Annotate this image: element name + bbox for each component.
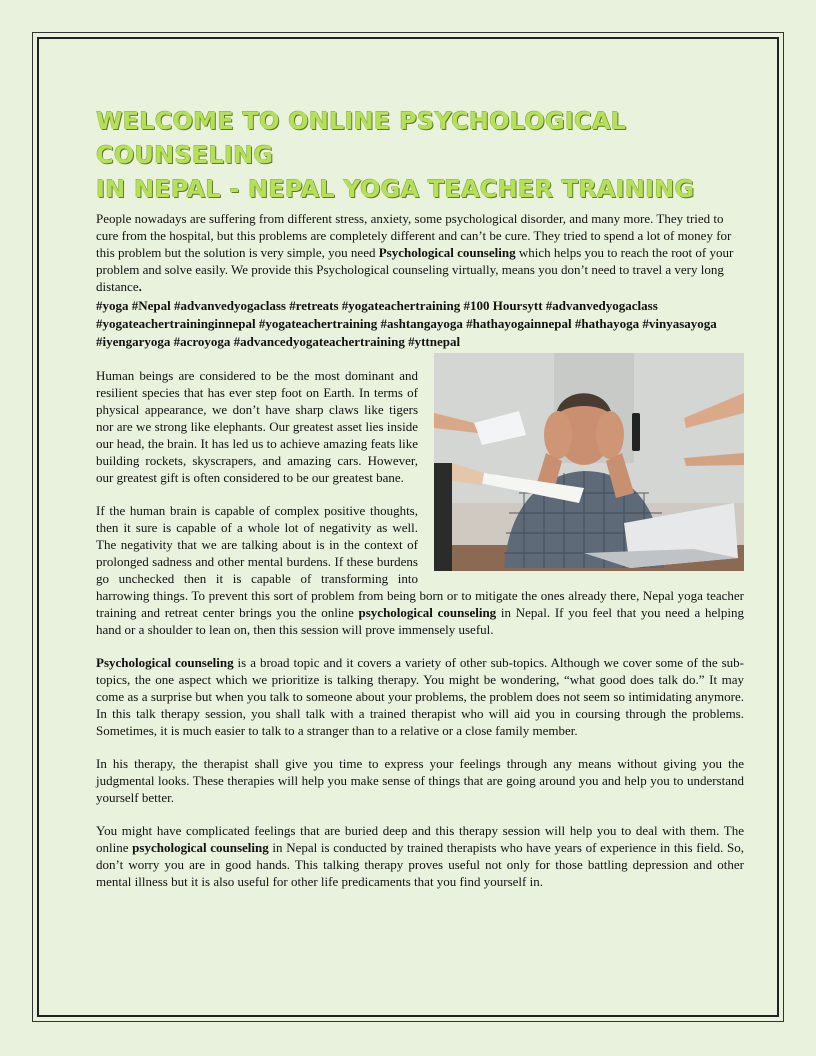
bold-term: psychological counseling xyxy=(132,840,269,855)
hashtags: #yoga #Nepal #advanvedyogaclass #retreats #yogateachertraining #100 Hoursytt #advanvedyogaclass #yogateachertraininginnepal #yogateachertraining #ashtangayoga #hathayogainnepal #hathayoga #vinyasayoga #iyengaryoga #acroyoga #advancedyogateachertraining #yttnepal xyxy=(96,298,717,349)
photo-illustration xyxy=(434,353,744,571)
intro-bold-term: Psychological counseling xyxy=(378,245,516,260)
paragraph-human-beings: Human beings are considered to be the most dominant and resilient species that has ever step foot on Earth. In terms of physical appearance, we don’t have sharp claws like tigers nor are we strong like elephants. Our greatest asset lies inside our head, the brain. It has led us to achieve amazing feats like building rockets, skyscrapers, and amazing cars. However, our greatest gift is often considered to be our greatest bane. xyxy=(96,368,418,485)
intro-paragraph: People nowadays are suffering from different stress, anxiety, some psychological disorder, and many more. They tried to cure from the hospital, but this problems are completely different and can’t be cure. They tried to spend a lot of money for this problem but the solution is very simple, you need Psychological counseling which helps you to reach the root of your problem and solve easily. We provide this Psychological counseling virtually, means you don’t need to travel a very long distance. xyxy=(96,211,734,294)
page-title xyxy=(96,104,744,206)
bold-term: psychological counseling xyxy=(358,605,497,620)
paragraph-therapy: In his therapy, the therapist shall give you time to express your feelings through any means without giving you the judgmental looks. These therapies will help you make sense of things that are going around you and help you to understand yourself better. xyxy=(96,756,744,805)
title-line-2: IN NEPAL - NEPAL YOGA TEACHER TRAINING xyxy=(96,175,695,203)
paragraph-complicated-feelings: You might have complicated feelings that are buried deep and this therapy session will help you to deal with them. The online psychological counseling in Nepal is conducted by trained therapists who have years of experience in this field. So, don’t worry you are in good hands. This talking therapy proves useful not only for those battling depression and other mental illness but it is also useful for other life predicaments that you find yourself in. xyxy=(96,823,744,889)
paragraph-psychological-counseling: Psychological counseling is a broad topic and it covers a variety of other sub-topics. Although we cover some of the sub-topics, the one aspect which we prioritize is talking therapy. You might be wondering, “what good does talk do.” It may come as a surprise but when you talk to someone about your problems, the problem does not seem so intimidating anymore. In this talk therapy session, you shall talk with a trained therapist who will aid you in coursing through the problems. Sometimes, it is much easier to talk to a stranger than to a relative or a close family member. xyxy=(96,655,744,738)
bold-term: Psychological counseling xyxy=(96,655,234,670)
document-body xyxy=(96,104,744,890)
stressed-man-photo xyxy=(434,353,744,571)
title-line-1: WELCOME TO ONLINE PSYCHOLOGICAL COUNSELING xyxy=(96,107,627,169)
paragraph-human-brain: If the human brain is capable of complex positive thoughts, then it sure is capable of a whole lot of negativity as well. The negativity that we are talking about is in the context of prolonged sadness and other mental burdens. If these burdens go unchecked then it is capable of transforming into harrowing things. To prevent this sort of problem from being born or to mitigate the ones already there, Nepal yoga teacher training and retreat center brings you the online psychological counseling in Nepal. If you feel that you need a helping hand or a shoulder to lean on, then this session will prove immensely useful. xyxy=(96,503,744,637)
